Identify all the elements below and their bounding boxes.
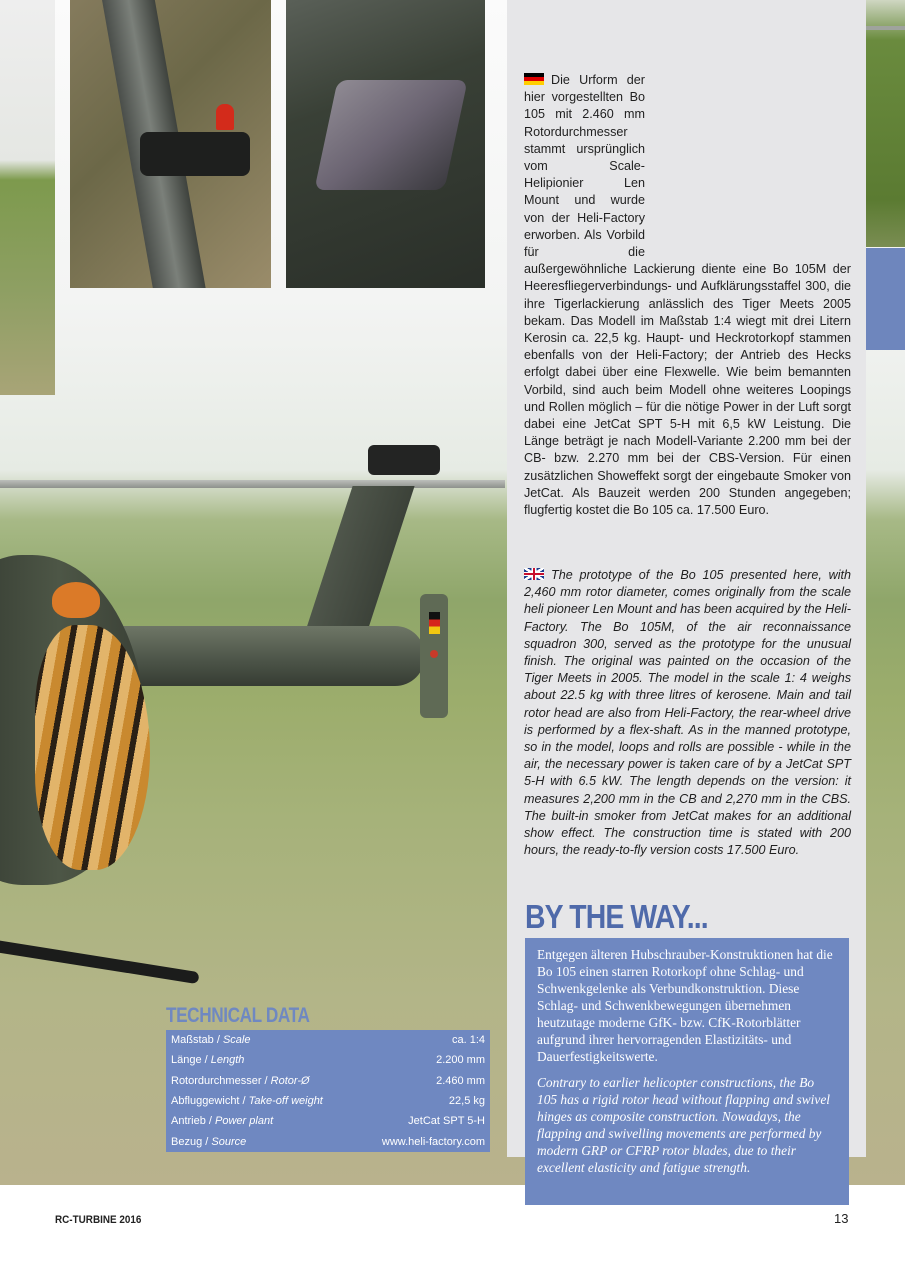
source-url[interactable]: www.heli-factory.com (381, 1135, 485, 1148)
photo-crop-left (0, 0, 55, 395)
photo-canopy-detail (286, 0, 485, 288)
beacon-light (52, 582, 100, 618)
table-row: Maßstab / Scale ca. 1:4 (171, 1034, 485, 1047)
table-row: Länge / Length 2.200 mm (171, 1054, 485, 1067)
table-row: Rotordurchmesser / Rotor-Ø 2.460 mm (171, 1074, 485, 1087)
main-rotor-blade (0, 480, 505, 488)
stabilizer-fin (420, 594, 448, 718)
tail-boom (120, 626, 425, 686)
by-the-way-title: BY THE WAY... (525, 898, 708, 935)
tail-rotor-hub (368, 445, 440, 475)
magazine-name: RC-TURBINE 2016 (55, 1214, 142, 1226)
photo-tail-rotor-detail (70, 0, 271, 288)
flag-uk-icon (524, 568, 544, 580)
german-article-text: Die Urform der hier vorgestellten Bo 105 mit 2.460 mm Rotordurchmesser stammt ursprünglich vom Scale-Helipionier Len Mount und wurde von der Heli-Factory erworben. Als Vorbild für die außergewöhnliche Lackierung diente eine Bo 105M der Heeresfliegerverbindungs- und Aufklärungsstaffel 300, die ihre Tigerlackierung anlässlich des Tiger Meets 2005 bekam. Das Modell im Maßstab 1:4 wiegt mit drei Litern Kerosin ca. 22,5 kg. Haupt- und Heckrotorkopf stammen ebenfalls von der Heli-Factory; der Antrieb des Hecks erfolgt dabei über eine Flexwelle. Wie beim bemannten Vorbild, sind auch beim Modell ohne weiteres Loopings und Rollen möglich – für die nötige Power in der Luft sorgt dabei eine JetCat SPT 5-H mit 6,5 kW Leistung. Die Länge beträgt je nach Modell-Variante 2.200 mm bei der CB- bzw. 2.270 mm bei der CBS-Version. Für einen zusätzlichen Showeffekt sorgt der eingebaute Smoker von JetCat. Als Bauzeit werden 200 Stunden angegeben; flugfertig kostet die Bo 105 ca. 17.500 Euro. (524, 73, 851, 518)
technical-data-title: TECHNICAL DATA (166, 1004, 310, 1027)
by-the-way-german: Entgegen älteren Hubschrauber-Konstruktionen hat die Bo 105 einen starren Rotorkopf ohne Schlag- und Schwenkgelenke als Verbundkonstruktion. Diese Schlag- und Schwenkbewegungen übernehmen heutzutage moderne GfK- bzw. CfK-Rotorblätter aufgrund ihrer hervorragenden Elastizitäts- und Dauerfestigkeitswerte. (537, 947, 833, 1064)
table-row: Antrieb / Power plant JetCat SPT 5-H (171, 1115, 485, 1128)
accent-strip (866, 248, 905, 350)
english-article-text: The prototype of the Bo 105 presented here, with 2,460 mm rotor diameter, comes originally from the scale heli pioneer Len Mount and has been acquired by the Heli-Factory. The Bo 105M, of the air reconnaissance squadron 300, served as the prototype for the unusual finish. The original was painted on the occasion of the Tiger Meets in 2005. The model in the scale 1: 4 weighs about 22.5 kg with three litres of kerosene. Main and tail rotor head are also from Heli-Factory, the rear-wheel drive is performed by a flex-shaft. As in the manned prototype, so in the model, loops and rolls are possible - while in the air, the necessary power is taken care of by a JetCat SPT 5-H with 6.5 kW. The length depends on the version: it measures 2,200 mm in the CB and 2,270 mm in the CBS. The built-in smoker from JetCat makes for an additional show effect. The construction time is stated with 200 hours, the ready-to-fly version costs 17.500 Euro. (524, 568, 851, 858)
by-the-way-box (525, 938, 849, 1205)
table-row: Bezug / Source www.heli-factory.com (171, 1135, 485, 1148)
by-the-way-english: Contrary to earlier helicopter constructions, the Bo 105 has a rigid rotor head without flapping and swivel hinges as composite construction. Nowadays, the flapping and swivelling movements are performed by modern GRP or CFRP rotor blades, due to their excellent elasticity and fatigue strength. (537, 1075, 830, 1175)
page-number: 13 (834, 1211, 849, 1226)
technical-data-table (166, 1030, 490, 1152)
table-row: Abfluggewicht / Take-off weight 22,5 kg (171, 1095, 485, 1108)
flag-germany-icon (524, 73, 544, 85)
